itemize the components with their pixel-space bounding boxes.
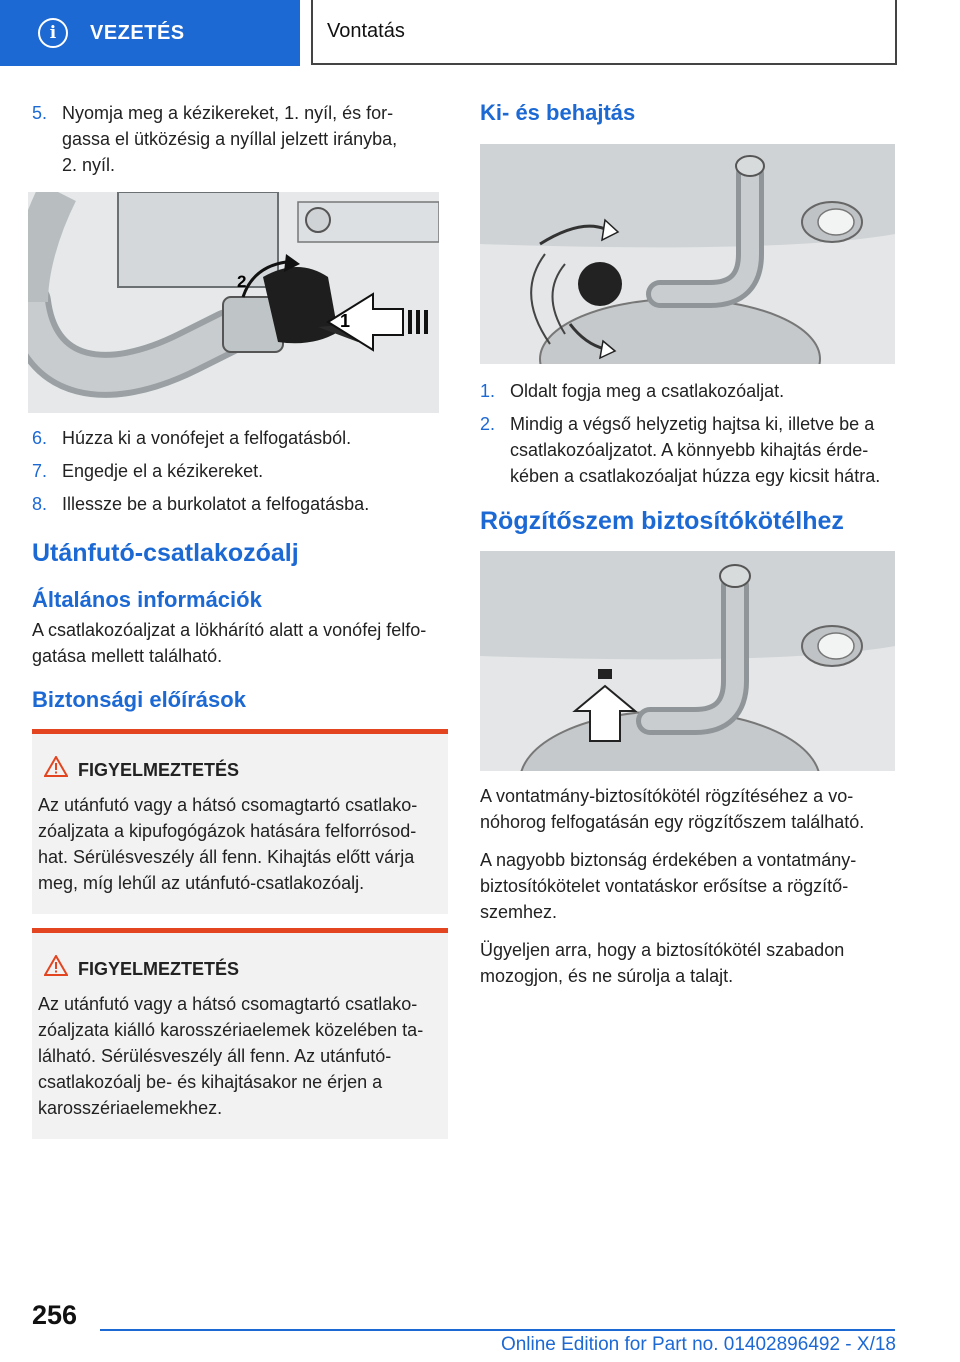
eyelet-paragraph: A vontatmány-biztosítókötél rögzítéséhez a vo- nóhorog felfogatásán egy rögzítőszem található. bbox=[480, 786, 865, 832]
info-icon: i bbox=[38, 18, 68, 48]
step-item bbox=[32, 100, 448, 178]
warning-box bbox=[32, 928, 448, 1139]
warning-box bbox=[32, 729, 448, 914]
warning-triangle-icon bbox=[44, 756, 68, 784]
warning-title-text: FIGYELMEZTETÉS bbox=[78, 760, 240, 780]
step-number: 1. bbox=[480, 381, 496, 401]
right-column bbox=[480, 98, 896, 1001]
step-number: 6. bbox=[32, 428, 48, 448]
step-text: Oldalt fogja meg a csatlakozóaljat. bbox=[510, 381, 785, 401]
step-item bbox=[480, 411, 896, 489]
footer-rule bbox=[100, 1329, 895, 1331]
left-column bbox=[32, 100, 448, 1139]
step-item bbox=[480, 378, 896, 404]
figure-safety-eyelet bbox=[480, 551, 895, 771]
warning-title bbox=[44, 955, 448, 983]
warning-triangle-icon bbox=[44, 955, 68, 983]
step-number: 5. bbox=[32, 103, 48, 123]
step-item bbox=[32, 425, 448, 451]
fold-steps-list bbox=[480, 378, 896, 489]
chapter-tab[interactable] bbox=[0, 0, 300, 66]
heading-trailer-socket: Utánfutó-csatlakozóalj bbox=[32, 539, 299, 567]
chapter-tab-label: VEZETÉS bbox=[90, 21, 185, 44]
section-header bbox=[311, 0, 897, 65]
warning-text: Az utánfutó vagy a hátsó csomagtartó csatlako- zóaljzata kiálló karosszériaelemek közelében ta- lálható. Sérülésveszély áll fenn. Az utánfutó- csatlakozóalj be- és kihajtásakor ne érjen a karosszériaelemekhez. bbox=[38, 994, 424, 1118]
steps-top-list bbox=[32, 100, 448, 178]
page-number: 256 bbox=[32, 1300, 78, 1330]
step-text: Nyomja meg a kézikereket, 1. nyíl, és for- gassa el ütközésig a nyíllal jelzett irányba, 2. nyíl. bbox=[62, 103, 398, 175]
step-text: Illessze be a burkolatot a felfogatásba. bbox=[62, 494, 370, 514]
eyelet-paragraph: A nagyobb biztonság érdekében a vontatmány- biztosítókötelet vontatáskor erősítse a rögzítő- szemhez. bbox=[480, 850, 857, 922]
figure-tow-hitch-handwheel bbox=[28, 192, 439, 413]
step-text: Mindig a végső helyzetig hajtsa ki, illetve be a csatlakozóaljzatot. A könnyebb kihajtás érde- kében a csatlakozóaljat húzza egy kicsit hátra. bbox=[510, 414, 881, 486]
eyelet-paragraph: Ügyeljen arra, hogy a biztosítókötél szabadon mozogjon, és ne súrolja a talajt. bbox=[480, 940, 845, 986]
warning-title bbox=[44, 756, 448, 784]
warning-title-text: FIGYELMEZTETÉS bbox=[78, 959, 240, 979]
heading-general-info: Általános információk bbox=[32, 587, 262, 612]
steps-bottom-list bbox=[32, 425, 448, 517]
figure-label-1: 1 bbox=[340, 311, 351, 331]
step-number: 2. bbox=[480, 414, 496, 434]
step-number: 8. bbox=[32, 494, 48, 514]
figure-label-2: 2 bbox=[237, 272, 247, 291]
heading-safety-eyelet: Rögzítőszem biztosítókötélhez bbox=[480, 507, 844, 535]
general-info-text: A csatlakozóaljzat a lökhárító alatt a vonófej felfo- gatása mellett található. bbox=[32, 620, 427, 666]
footer-edition-text: Online Edition for Part no. 01402896492 - X/18 bbox=[500, 1334, 896, 1355]
step-item bbox=[32, 491, 448, 517]
figure-socket-fold bbox=[480, 144, 895, 364]
heading-fold-in-out: Ki- és behajtás bbox=[480, 100, 636, 125]
step-number: 7. bbox=[32, 461, 48, 481]
heading-safety: Biztonsági előírások bbox=[32, 687, 246, 712]
step-text: Engedje el a kézikereket. bbox=[62, 461, 264, 481]
warning-text: Az utánfutó vagy a hátsó csomagtartó csatlako- zóaljzata a kipufogógázok hatására felforrósod- hat. Sérülésveszély áll fenn. Kihajtás előtt várja meg, míg lehűl az utánfutó-csatlakozóalj. bbox=[38, 795, 418, 893]
step-text: Húzza ki a vonófejet a felfogatásból. bbox=[62, 428, 352, 448]
section-title: Vontatás bbox=[327, 20, 405, 42]
step-item bbox=[32, 458, 448, 484]
